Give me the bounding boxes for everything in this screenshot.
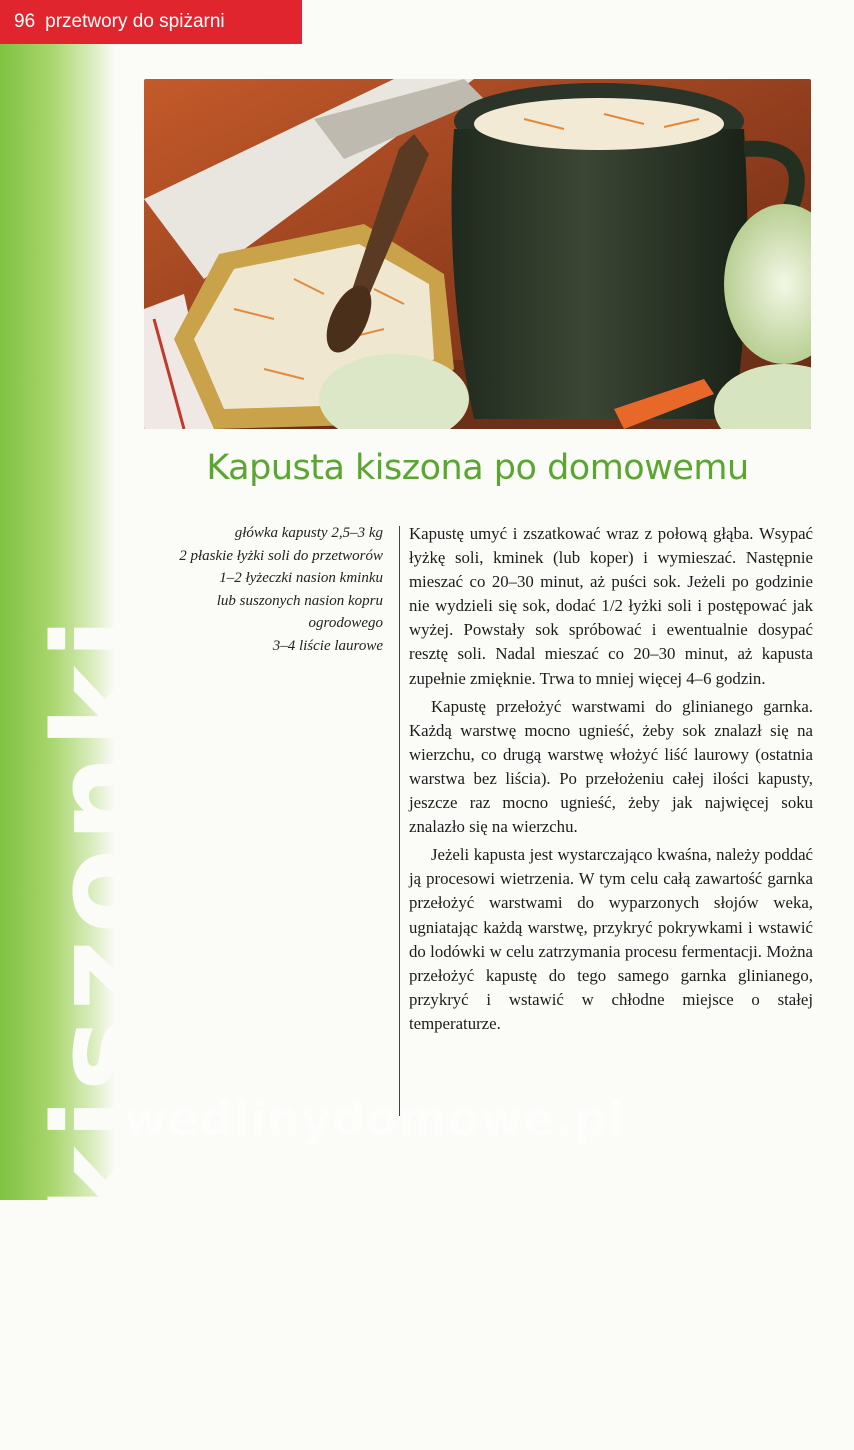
recipe-title: Kapusta kiszona po domowemu [206,448,749,488]
section-header [0,0,302,44]
instruction-paragraph: Kapustę przełożyć warstwami do glinianego garnka. Każdą warstwę mocno ugnieść, żeby sok znalazł się na wierzchu, co drugą warstwę włożyć liść laurowy (ostatnia warstwa bez liścia). Po przełożeniu całej ilości kapusty, jeszcze raz mocno ugnieść, żeby jak najwięcej soku znalazło się na wierzchu. [409,696,813,837]
ingredient-line: główka kapusty 2,5–3 kg [234,525,383,541]
recipe-instructions [409,522,813,1036]
ingredients-list [150,522,383,657]
chapter-vertical-title: kiszonki [28,611,172,1229]
site-watermark: wedlinydomowe.pl [124,1092,625,1146]
ingredient-line: 1–2 łyżeczki nasion kminku [219,570,383,586]
instruction-paragraph: Jeżeli kapusta jest wystarczająco kwaśna, należy poddać ją procesowi wietrzenia. W tym celu całą zawartość garnka przełożyć warstwami do wyparzonych słojów weka, ugniatając każdą warstwę, przykryć pokrywkami i wstawić do lodówki w celu zatrzymania procesu fermentacji. Można przełożyć kapustę do tego samego garnka glinianego, przykryć i wstawić w chłodne miejsce o stałej temperaturze. [409,845,813,1033]
instruction-paragraph: Kapustę umyć i zszatkować wraz z połową głąba. Wsypać łyżkę soli, kminek (lub koper) i wymieszać. Następnie mieszać co 20–30 minut, aż puści sok. Jeżeli po godzinie nie wydzieli się sok, dodać 1/2 łyżki soli i postępować jak wyżej. Powstały sok spróbować i ewentualnie dosypać resztę soli. Nadal mieszać co 20–30 minut, aż kapusta zupełnie zmięknie. Trwa to mniej więcej 4–6 godzin. [409,524,813,688]
ingredient-line: lub suszonych nasion kopru [216,592,383,609]
ingredient-line: 3–4 liście laurowe [272,637,383,654]
ingredient-line: 2 płaskie łyżki soli do przetworów [179,547,383,564]
section-name: przetwory do spiżarni [45,11,225,32]
ingredient-line: ogrodowego [308,615,383,631]
page-number: 96 [14,11,36,32]
column-divider [399,526,400,1116]
recipe-photo [144,79,811,429]
